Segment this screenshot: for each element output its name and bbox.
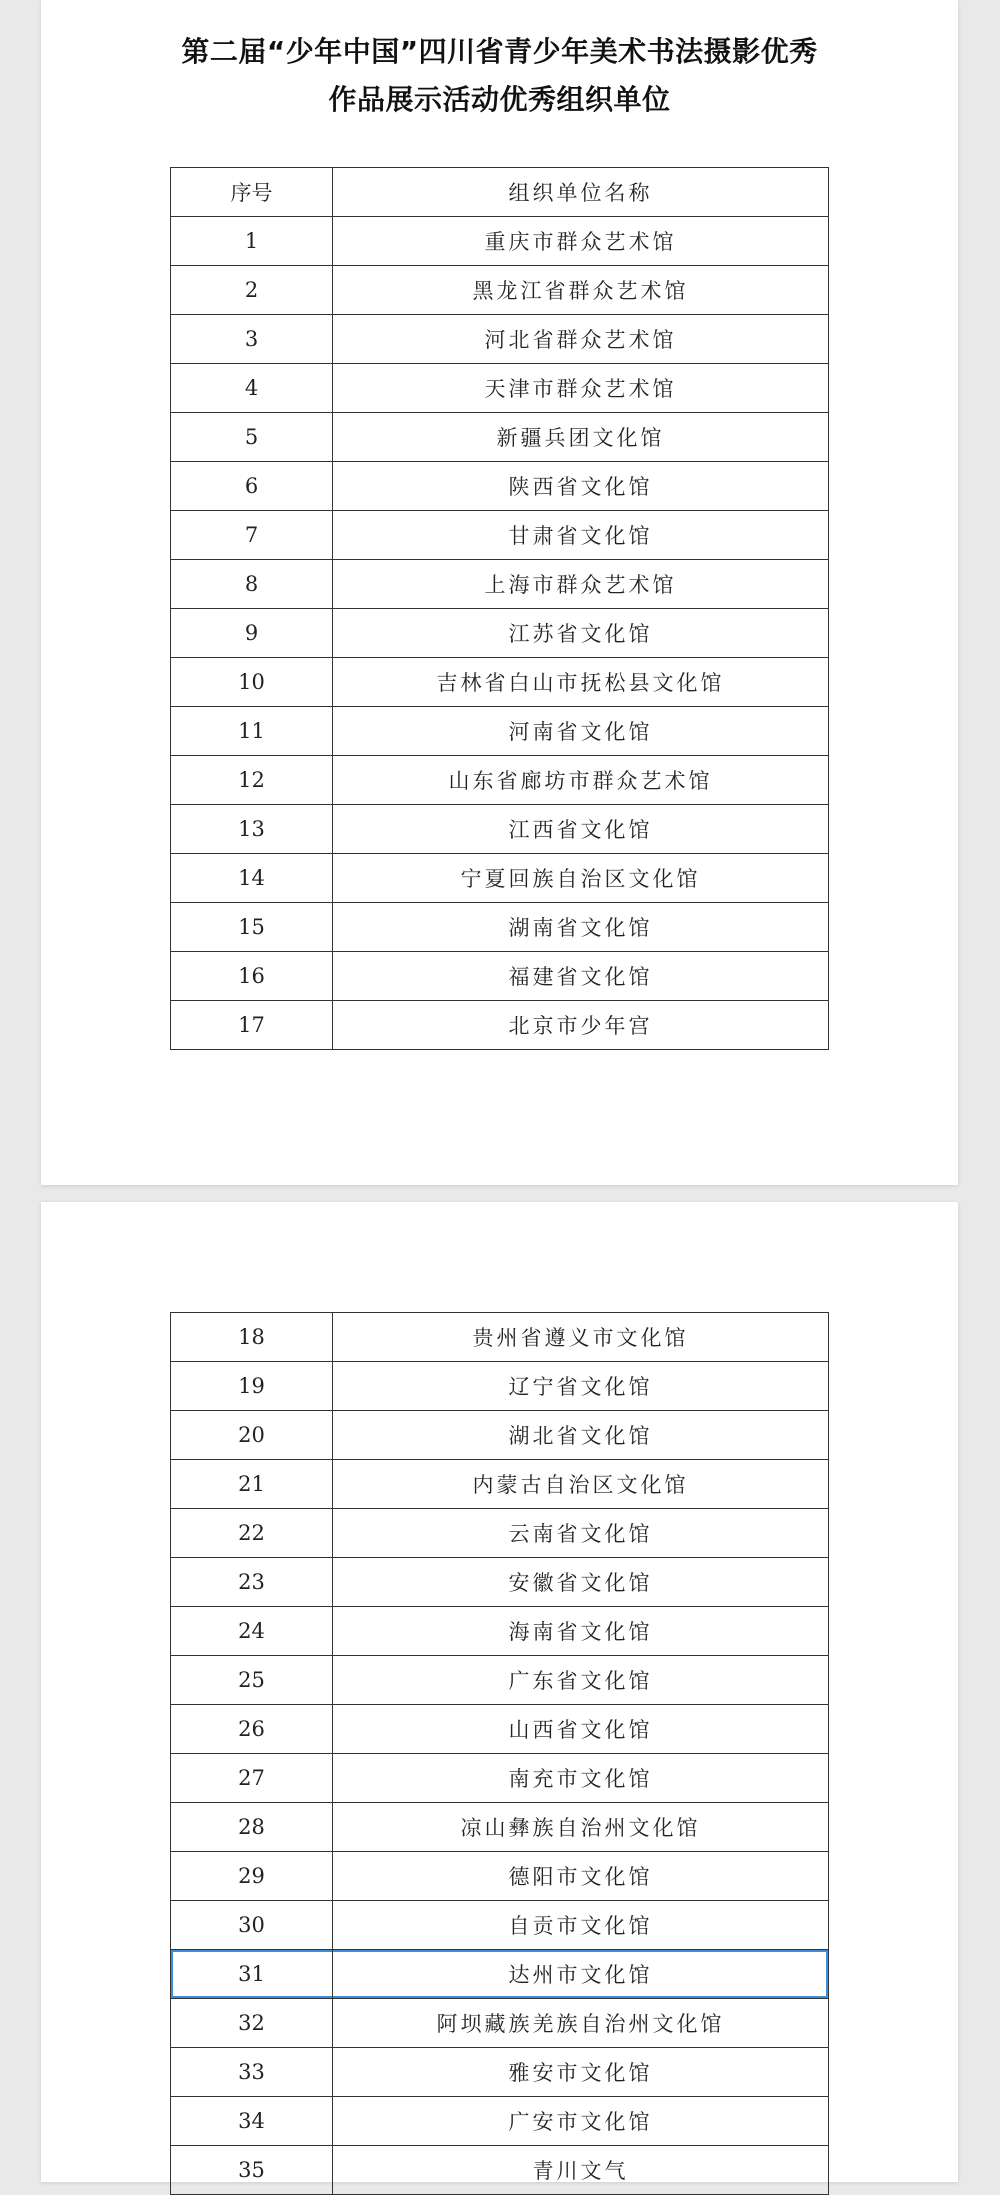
organization-name-cell[interactable]: 雅安市文化馆 bbox=[333, 2048, 829, 2097]
table-row[interactable] bbox=[171, 266, 829, 315]
row-number-cell[interactable]: 13 bbox=[171, 805, 333, 854]
organization-name-cell[interactable]: 天津市群众艺术馆 bbox=[333, 364, 829, 413]
organization-name-cell[interactable]: 贵州省遵义市文化馆 bbox=[333, 1313, 829, 1362]
organization-name-cell[interactable]: 云南省文化馆 bbox=[333, 1509, 829, 1558]
table-row[interactable] bbox=[171, 1754, 829, 1803]
organization-name-cell[interactable]: 内蒙古自治区文化馆 bbox=[333, 1460, 829, 1509]
document-title-line-1: 第二届“少年中国”四川省青少年美术书法摄影优秀 bbox=[181, 35, 818, 68]
table-row[interactable] bbox=[171, 1558, 829, 1607]
table-row[interactable] bbox=[171, 854, 829, 903]
document-page-2 bbox=[41, 1202, 958, 2182]
row-number-cell[interactable]: 35 bbox=[171, 2146, 333, 2195]
table-row[interactable] bbox=[171, 1460, 829, 1509]
row-number-cell[interactable]: 20 bbox=[171, 1411, 333, 1460]
table-row[interactable] bbox=[171, 1950, 829, 1999]
organization-name-cell[interactable]: 江苏省文化馆 bbox=[333, 609, 829, 658]
organization-name-cell[interactable]: 德阳市文化馆 bbox=[333, 1852, 829, 1901]
organization-name-cell[interactable]: 福建省文化馆 bbox=[333, 952, 829, 1001]
organization-name-cell[interactable]: 河北省群众艺术馆 bbox=[333, 315, 829, 364]
table-row[interactable] bbox=[171, 217, 829, 266]
organization-name-cell[interactable]: 青川文气 bbox=[333, 2146, 829, 2195]
table-row[interactable] bbox=[171, 413, 829, 462]
row-number-cell[interactable]: 21 bbox=[171, 1460, 333, 1509]
table-row[interactable] bbox=[171, 560, 829, 609]
row-number-cell[interactable]: 6 bbox=[171, 462, 333, 511]
row-number-cell[interactable]: 12 bbox=[171, 756, 333, 805]
row-number-cell[interactable]: 19 bbox=[171, 1362, 333, 1411]
organization-table-part-1 bbox=[170, 167, 829, 1050]
row-number-cell[interactable]: 5 bbox=[171, 413, 333, 462]
organization-name-cell[interactable]: 湖南省文化馆 bbox=[333, 903, 829, 952]
table-row[interactable] bbox=[171, 805, 829, 854]
organization-name-cell[interactable]: 凉山彝族自治州文化馆 bbox=[333, 1803, 829, 1852]
organization-name-cell[interactable]: 吉林省白山市抚松县文化馆 bbox=[333, 658, 829, 707]
table-row[interactable] bbox=[171, 609, 829, 658]
organization-name-cell[interactable]: 南充市文化馆 bbox=[333, 1754, 829, 1803]
row-number-cell[interactable]: 8 bbox=[171, 560, 333, 609]
organization-name-cell[interactable]: 上海市群众艺术馆 bbox=[333, 560, 829, 609]
table-row[interactable] bbox=[171, 1607, 829, 1656]
table-row[interactable] bbox=[171, 707, 829, 756]
row-number-cell[interactable]: 23 bbox=[171, 1558, 333, 1607]
row-number-cell[interactable]: 4 bbox=[171, 364, 333, 413]
organization-name-cell[interactable]: 河南省文化馆 bbox=[333, 707, 829, 756]
row-number-cell[interactable]: 11 bbox=[171, 707, 333, 756]
row-number-cell[interactable]: 29 bbox=[171, 1852, 333, 1901]
organization-name-cell[interactable]: 山东省廊坊市群众艺术馆 bbox=[333, 756, 829, 805]
row-number-cell[interactable]: 25 bbox=[171, 1656, 333, 1705]
table-row[interactable] bbox=[171, 315, 829, 364]
row-number-cell[interactable]: 16 bbox=[171, 952, 333, 1001]
row-number-cell[interactable]: 30 bbox=[171, 1901, 333, 1950]
table-row[interactable] bbox=[171, 1313, 829, 1362]
organization-name-cell[interactable]: 海南省文化馆 bbox=[333, 1607, 829, 1656]
table-row[interactable] bbox=[171, 1656, 829, 1705]
organization-name-cell[interactable]: 广安市文化馆 bbox=[333, 2097, 829, 2146]
organization-table-part-2 bbox=[170, 1312, 829, 2195]
table-row[interactable] bbox=[171, 1509, 829, 1558]
table-row[interactable] bbox=[171, 511, 829, 560]
organization-name-cell[interactable]: 宁夏回族自治区文化馆 bbox=[333, 854, 829, 903]
table-row[interactable] bbox=[171, 2048, 829, 2097]
row-number-cell[interactable]: 24 bbox=[171, 1607, 333, 1656]
organization-name-cell[interactable]: 山西省文化馆 bbox=[333, 1705, 829, 1754]
organization-name-cell[interactable]: 达州市文化馆 bbox=[333, 1950, 829, 1999]
organization-name-cell[interactable]: 安徽省文化馆 bbox=[333, 1558, 829, 1607]
row-number-cell[interactable]: 33 bbox=[171, 2048, 333, 2097]
organization-name-cell[interactable]: 黑龙江省群众艺术馆 bbox=[333, 266, 829, 315]
table-row[interactable] bbox=[171, 658, 829, 707]
table-row[interactable] bbox=[171, 1852, 829, 1901]
organization-name-cell[interactable]: 辽宁省文化馆 bbox=[333, 1362, 829, 1411]
table-row[interactable] bbox=[171, 1803, 829, 1852]
row-number-cell[interactable]: 10 bbox=[171, 658, 333, 707]
organization-name-cell[interactable]: 北京市少年宫 bbox=[333, 1001, 829, 1050]
table-row[interactable] bbox=[171, 2146, 829, 2195]
table-row[interactable] bbox=[171, 903, 829, 952]
row-number-cell[interactable]: 2 bbox=[171, 266, 333, 315]
row-number-cell[interactable]: 26 bbox=[171, 1705, 333, 1754]
table-row[interactable] bbox=[171, 1411, 829, 1460]
row-number-cell[interactable]: 32 bbox=[171, 1999, 333, 2048]
table-header-row bbox=[171, 168, 829, 217]
organization-name-cell[interactable]: 江西省文化馆 bbox=[333, 805, 829, 854]
table-row[interactable] bbox=[171, 2097, 829, 2146]
table-row[interactable] bbox=[171, 462, 829, 511]
row-number-cell[interactable]: 14 bbox=[171, 854, 333, 903]
organization-name-cell[interactable]: 湖北省文化馆 bbox=[333, 1411, 829, 1460]
header-organization-name: 组织单位名称 bbox=[333, 168, 829, 217]
row-number-cell[interactable]: 7 bbox=[171, 511, 333, 560]
organization-name-cell[interactable]: 广东省文化馆 bbox=[333, 1656, 829, 1705]
table-row[interactable] bbox=[171, 1362, 829, 1411]
row-number-cell[interactable]: 1 bbox=[171, 217, 333, 266]
organization-name-cell[interactable]: 重庆市群众艺术馆 bbox=[333, 217, 829, 266]
organization-name-cell[interactable]: 陕西省文化馆 bbox=[333, 462, 829, 511]
document-page-1 bbox=[41, 0, 958, 1185]
header-number: 序号 bbox=[171, 168, 333, 217]
organization-name-cell[interactable]: 自贡市文化馆 bbox=[333, 1901, 829, 1950]
table-row[interactable] bbox=[171, 1901, 829, 1950]
row-number-cell[interactable]: 31 bbox=[171, 1950, 333, 1999]
row-number-cell[interactable]: 15 bbox=[171, 903, 333, 952]
row-number-cell[interactable]: 28 bbox=[171, 1803, 333, 1852]
table-row[interactable] bbox=[171, 364, 829, 413]
row-number-cell[interactable]: 9 bbox=[171, 609, 333, 658]
row-number-cell[interactable]: 22 bbox=[171, 1509, 333, 1558]
row-number-cell[interactable]: 3 bbox=[171, 315, 333, 364]
table-row[interactable] bbox=[171, 1999, 829, 2048]
document-title-line-2: 作品展示活动优秀组织单位 bbox=[328, 83, 671, 116]
organization-name-cell[interactable]: 甘肃省文化馆 bbox=[333, 511, 829, 560]
row-number-cell[interactable]: 34 bbox=[171, 2097, 333, 2146]
row-number-cell[interactable]: 27 bbox=[171, 1754, 333, 1803]
row-number-cell[interactable]: 17 bbox=[171, 1001, 333, 1050]
table-row[interactable] bbox=[171, 1705, 829, 1754]
organization-name-cell[interactable]: 新疆兵团文化馆 bbox=[333, 413, 829, 462]
table-row[interactable] bbox=[171, 1001, 829, 1050]
table-row[interactable] bbox=[171, 756, 829, 805]
organization-name-cell[interactable]: 阿坝藏族羌族自治州文化馆 bbox=[333, 1999, 829, 2048]
table-row[interactable] bbox=[171, 952, 829, 1001]
row-number-cell[interactable]: 18 bbox=[171, 1313, 333, 1362]
